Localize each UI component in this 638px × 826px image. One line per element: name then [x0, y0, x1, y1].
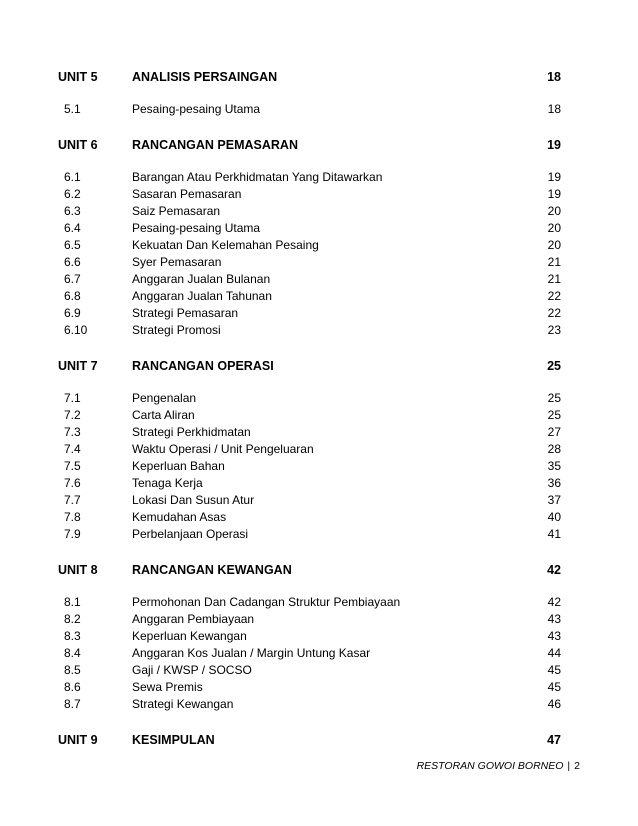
- item-page: 36: [547, 476, 561, 490]
- toc-item-row: [58, 170, 561, 187]
- item-number: 7.5: [64, 459, 81, 473]
- item-number: 6.2: [64, 187, 81, 201]
- footer-title: RESTORAN GOWOI BORNEO: [416, 760, 564, 772]
- toc-item-row: [58, 425, 561, 442]
- toc-item-row: [58, 204, 561, 221]
- unit-number: UNIT 8: [58, 563, 98, 577]
- toc-item-row: [58, 391, 561, 408]
- unit-title: RANCANGAN KEWANGAN: [132, 563, 292, 577]
- item-number: 8.1: [64, 595, 81, 609]
- unit-number: UNIT 7: [58, 359, 98, 373]
- item-page: 25: [547, 391, 561, 405]
- toc-unit-row: [58, 563, 561, 585]
- item-number: 6.8: [64, 289, 81, 303]
- item-title: Pesaing-pesaing Utama: [132, 221, 261, 235]
- item-number: 7.7: [64, 493, 81, 507]
- unit-number: UNIT 5: [58, 70, 98, 84]
- spacer: [58, 119, 561, 138]
- toc-unit-row: [58, 359, 561, 381]
- spacer: [58, 381, 561, 391]
- item-page: 44: [547, 646, 561, 660]
- item-title: Syer Pemasaran: [132, 255, 222, 269]
- item-number: 8.4: [64, 646, 81, 660]
- item-page: 18: [547, 102, 561, 116]
- item-number: 6.3: [64, 204, 81, 218]
- item-title: Anggaran Kos Jualan / Margin Untung Kasar: [132, 646, 371, 660]
- toc-unit-row: [58, 138, 561, 160]
- item-title: Strategi Perkhidmatan: [132, 425, 251, 439]
- item-page: 35: [547, 459, 561, 473]
- unit-page: 25: [547, 359, 561, 373]
- footer-separator: |: [567, 760, 571, 772]
- item-page: 20: [547, 221, 561, 235]
- item-page: 25: [547, 408, 561, 422]
- item-page: 27: [547, 425, 561, 439]
- item-page: 43: [547, 629, 561, 643]
- item-page: 46: [547, 697, 561, 711]
- item-number: 8.3: [64, 629, 81, 643]
- item-page: 20: [547, 204, 561, 218]
- item-page: 37: [547, 493, 561, 507]
- toc-item-row: [58, 272, 561, 289]
- unit-number: UNIT 9: [58, 733, 98, 747]
- item-title: Barangan Atau Perkhidmatan Yang Ditawarkan: [132, 170, 383, 184]
- unit-title: RANCANGAN OPERASI: [132, 359, 274, 373]
- item-title: Gaji / KWSP / SOCSO: [132, 663, 252, 677]
- toc-item-row: [58, 102, 561, 119]
- spacer: [58, 585, 561, 595]
- item-title: Permohonan Dan Cadangan Struktur Pembiayaan: [132, 595, 401, 609]
- item-number: 6.4: [64, 221, 81, 235]
- item-title: Anggaran Jualan Bulanan: [132, 272, 271, 286]
- unit-number: UNIT 6: [58, 138, 98, 152]
- toc-item-row: [58, 289, 561, 306]
- item-number: 6.7: [64, 272, 81, 286]
- item-title: Sasaran Pemasaran: [132, 187, 242, 201]
- item-number: 5.1: [64, 102, 81, 116]
- item-page: 42: [547, 595, 561, 609]
- item-number: 6.10: [64, 323, 88, 337]
- unit-title: KESIMPULAN: [132, 733, 215, 747]
- item-number: 8.7: [64, 697, 81, 711]
- item-number: 7.8: [64, 510, 81, 524]
- item-page: 21: [547, 255, 561, 269]
- item-page: 28: [547, 442, 561, 456]
- item-number: 6.6: [64, 255, 81, 269]
- item-page: 43: [547, 612, 561, 626]
- unit-title: RANCANGAN PEMASARAN: [132, 138, 298, 152]
- item-page: 23: [547, 323, 561, 337]
- toc-item-row: [58, 408, 561, 425]
- item-page: 45: [547, 663, 561, 677]
- item-page: 19: [547, 187, 561, 201]
- toc-item-row: [58, 680, 561, 697]
- item-number: 7.2: [64, 408, 81, 422]
- toc-item-row: [58, 595, 561, 612]
- toc-item-row: [58, 663, 561, 680]
- item-page: 40: [547, 510, 561, 524]
- footer-page-number: 2: [574, 760, 580, 772]
- item-title: Kekuatan Dan Kelemahan Pesaing: [132, 238, 319, 252]
- toc-unit-row: [58, 733, 561, 755]
- unit-page: 18: [547, 70, 561, 84]
- item-title: Tenaga Kerja: [132, 476, 203, 490]
- toc-item-row: [58, 306, 561, 323]
- item-title: Strategi Promosi: [132, 323, 221, 337]
- toc-item-row: [58, 527, 561, 544]
- spacer: [58, 714, 561, 733]
- item-number: 6.1: [64, 170, 81, 184]
- item-number: 8.5: [64, 663, 81, 677]
- toc-item-row: [58, 646, 561, 663]
- table-of-contents: [58, 70, 561, 755]
- toc-item-row: [58, 442, 561, 459]
- unit-page: 47: [547, 733, 561, 747]
- item-number: 7.1: [64, 391, 81, 405]
- item-title: Waktu Operasi / Unit Pengeluaran: [132, 442, 314, 456]
- item-title: Keperluan Kewangan: [132, 629, 247, 643]
- spacer: [58, 340, 561, 359]
- spacer: [58, 92, 561, 102]
- spacer: [58, 160, 561, 170]
- unit-page: 42: [547, 563, 561, 577]
- toc-item-row: [58, 612, 561, 629]
- item-title: Kemudahan Asas: [132, 510, 227, 524]
- toc-item-row: [58, 459, 561, 476]
- item-page: 19: [547, 170, 561, 184]
- item-title: Sewa Premis: [132, 680, 203, 694]
- item-page: 45: [547, 680, 561, 694]
- item-title: Anggaran Pembiayaan: [132, 612, 255, 626]
- item-number: 7.4: [64, 442, 81, 456]
- item-number: 7.6: [64, 476, 81, 490]
- toc-item-row: [58, 629, 561, 646]
- item-number: 7.9: [64, 527, 81, 541]
- item-page: 22: [547, 289, 561, 303]
- toc-item-row: [58, 187, 561, 204]
- unit-title: ANALISIS PERSAINGAN: [132, 70, 278, 84]
- item-title: Pesaing-pesaing Utama: [132, 102, 261, 116]
- item-number: 8.6: [64, 680, 81, 694]
- toc-item-row: [58, 255, 561, 272]
- toc-item-row: [58, 493, 561, 510]
- item-title: Strategi Kewangan: [132, 697, 234, 711]
- page-footer: [417, 760, 580, 772]
- toc-item-row: [58, 221, 561, 238]
- toc-item-row: [58, 510, 561, 527]
- item-title: Saiz Pemasaran: [132, 204, 221, 218]
- item-title: Perbelanjaan Operasi: [132, 527, 249, 541]
- item-number: 6.5: [64, 238, 81, 252]
- item-title: Anggaran Jualan Tahunan: [132, 289, 272, 303]
- item-title: Strategi Pemasaran: [132, 306, 239, 320]
- item-title: Lokasi Dan Susun Atur: [132, 493, 255, 507]
- item-title: Pengenalan: [132, 391, 197, 405]
- item-title: Keperluan Bahan: [132, 459, 225, 473]
- toc-item-row: [58, 238, 561, 255]
- item-page: 20: [547, 238, 561, 252]
- toc-unit-row: [58, 70, 561, 92]
- item-number: 6.9: [64, 306, 81, 320]
- spacer: [58, 544, 561, 563]
- item-page: 22: [547, 306, 561, 320]
- item-number: 8.2: [64, 612, 81, 626]
- unit-page: 19: [547, 138, 561, 152]
- toc-item-row: [58, 323, 561, 340]
- item-page: 21: [547, 272, 561, 286]
- item-title: Carta Aliran: [132, 408, 195, 422]
- toc-item-row: [58, 697, 561, 714]
- item-page: 41: [547, 527, 561, 541]
- item-number: 7.3: [64, 425, 81, 439]
- toc-item-row: [58, 476, 561, 493]
